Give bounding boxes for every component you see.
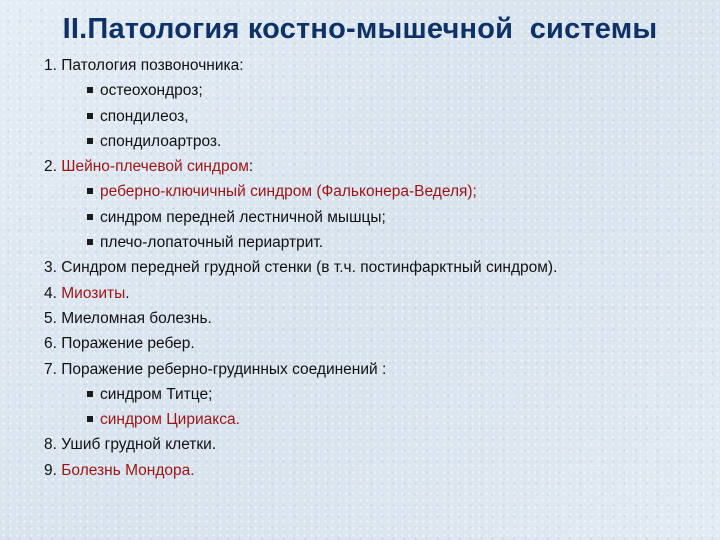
list-item: [44, 458, 714, 483]
item-number: 9.: [44, 461, 57, 479]
list-item: [44, 255, 714, 280]
square-bullet-icon: [87, 113, 93, 119]
sub-item: [44, 179, 714, 204]
square-bullet-icon: [87, 188, 93, 194]
sub-item: [44, 407, 714, 432]
item-number: 6.: [44, 335, 57, 353]
sub-item: [44, 205, 714, 230]
list-item: [44, 432, 714, 457]
item-text: Поражение ребер.: [61, 335, 195, 353]
square-bullet-icon: [87, 214, 93, 220]
item-number: 5.: [44, 309, 57, 327]
list-item: [44, 53, 714, 78]
item-text: Патология позвоночника:: [61, 57, 244, 74]
item-number: 8.: [44, 436, 57, 454]
sub-item-text: синдром Титце;: [100, 385, 213, 403]
sub-item-text: реберно-ключичный синдром (Фальконера-Веделя);: [100, 183, 477, 201]
item-text: Поражение реберно-грудинных соединений :: [61, 360, 387, 378]
item-text: Миозиты: [61, 284, 126, 302]
item-number: 4.: [44, 284, 57, 302]
list-item: [44, 154, 714, 179]
sub-item: [44, 129, 714, 154]
sub-item: [44, 78, 714, 103]
sub-item-text: остеохондроз;: [100, 82, 203, 100]
item-tail: :: [248, 158, 254, 176]
list-item: [44, 357, 714, 382]
item-text: Болезнь Мондора.: [61, 461, 195, 479]
item-number: 1.: [44, 57, 57, 74]
square-bullet-icon: [87, 391, 93, 397]
sub-item: [44, 230, 714, 255]
sub-item-text: спондилеоз,: [100, 107, 189, 125]
sub-item-text: плечо-лопаточный периартрит.: [100, 234, 324, 252]
sub-item-text: синдром Цириакса.: [100, 411, 240, 429]
list-item: [44, 306, 714, 331]
item-number: 3.: [44, 259, 57, 277]
item-text: Синдром передней грудной стенки (в т.ч. постинфарктный синдром).: [61, 259, 558, 277]
item-text: Шейно-плечевой синдром: [61, 158, 249, 176]
sub-item-text: синдром передней лестничной мышцы;: [100, 208, 386, 226]
square-bullet-icon: [87, 138, 93, 144]
list-item: [44, 331, 714, 356]
square-bullet-icon: [87, 239, 93, 245]
sub-item-text: спондилоартроз.: [100, 132, 222, 150]
item-text: Миеломная болезнь.: [61, 309, 212, 327]
slide-title: II.Патология костно-мышечной системы: [62, 13, 658, 45]
pathology-list: [44, 53, 714, 483]
item-text: Ушиб грудной клетки.: [61, 436, 217, 454]
item-number: 2.: [44, 158, 57, 176]
item-tail: .: [125, 284, 130, 302]
item-number: 7.: [44, 360, 57, 378]
sub-item: [44, 104, 714, 129]
sub-item: [44, 382, 714, 407]
square-bullet-icon: [87, 416, 93, 422]
list-item: [44, 281, 714, 306]
square-bullet-icon: [87, 87, 93, 93]
